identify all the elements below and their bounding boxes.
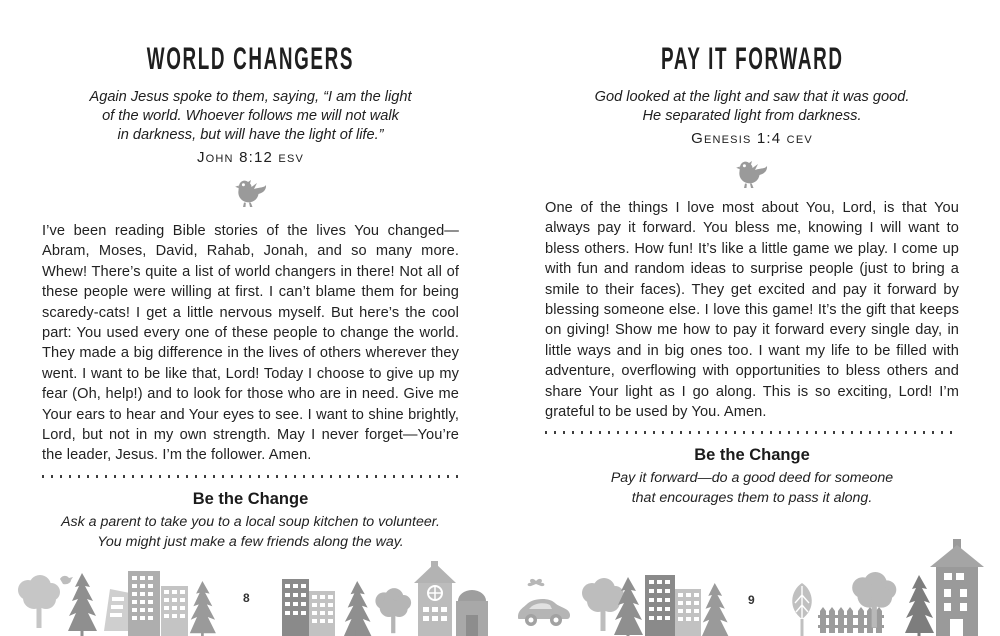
callout-heading: Be the Change [694,446,810,465]
scripture-verse [545,88,959,148]
callout-heading: Be the Change [192,489,309,508]
callout-line: that encourages them to pass it along. [631,490,873,507]
right-page [545,0,959,508]
dotted-divider [42,475,459,478]
prayer-body: I’ve been reading Bible stories of the lives You changed—Abram, Moses, David, Rahab, Jonah, and so many more. Whew! There’s quite a list of world changers in there! Not all of these people were willing at first. I can’t blame them for being scaredy-cats! I get a little nervous myself. But here’s the cool part: You used every one of these people to change the world. They made a big difference in the lives of others wherever they went. I want to be like that, Lord! Today I choose to give up my fear (Oh, help!) and to look for those who are in need. Give me Your ears to hear and Your eyes to see. I want to shine brightly, Lord, but not in my own strength. May I never forget—You’re the leader, Jesus. I’m the follower. Amen. [42,223,459,464]
page-title: PAY IT FORWARD [660,40,844,76]
cityscape-illustration [0,531,1000,636]
verse-line: Again Jesus spoke to them, saying, “I am the light [89,89,412,105]
verse-line: God looked at the light and saw that it was good. [594,89,910,105]
page-title: WORLD CHANGERS [146,40,355,76]
page-number: 9 [748,593,755,607]
verse-line: He separated light from darkness. [642,108,862,124]
verse-line: of the world. Whoever follows me will not walk [102,108,399,124]
prayer-body: One of the things I love most about You, Lord, is that You always pay it forward. You bless me, knowing I will want to bless others. How fun! It’s like a little game we play. I come up with fun and random ideas to surprise people (just to bring a smile to their faces). They get excited and pay it forward by blessing someone else. I love this game! It’s the gift that keeps on giving! Show me how to pay it forward every single day, in little ways and in big ones too. I want my life to be filled with adventure, overflowing with opportunities to bless others and share Your light as I go along. This is so exciting, Lord! I’m grateful to be used by You. Amen. [545,200,959,421]
verse-reference: Genesis 1:4 cev [691,130,813,147]
dotted-divider [545,431,959,434]
scripture-verse [42,88,459,167]
callout-line: Ask a parent to take you to a local soup kitchen to volunteer. [61,513,440,530]
verse-reference: John 8:12 esv [196,149,305,166]
page-number: 8 [243,591,250,605]
bird-icon [731,177,773,194]
left-page [42,0,459,552]
callout-line: You might just make a few friends along the way. [97,533,404,550]
bird-icon [230,196,272,213]
verse-line: in darkness, but will have the light of life.” [117,127,384,143]
callout-line: Pay it forward—do a good deed for someone [610,470,894,487]
